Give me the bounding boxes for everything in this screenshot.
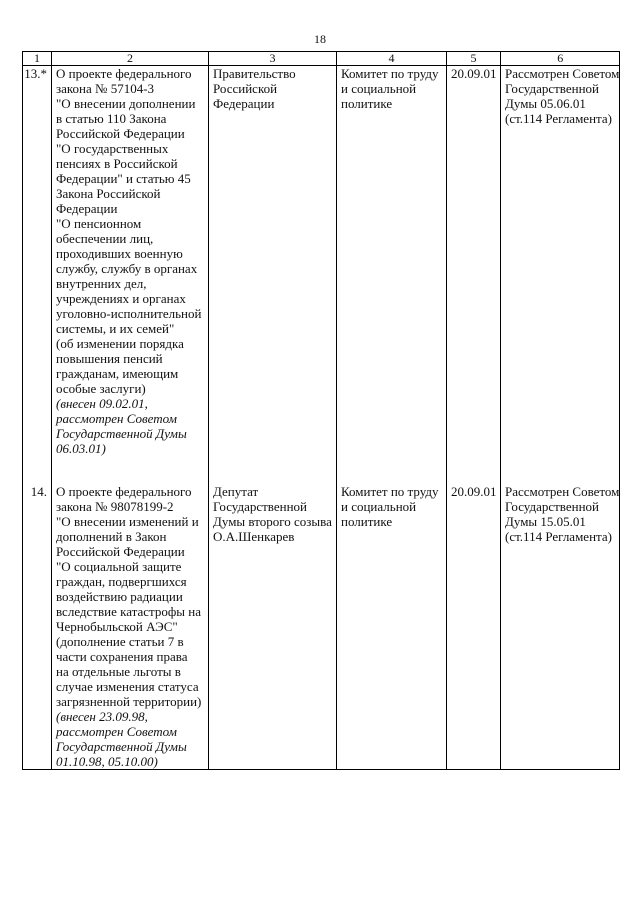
text-line: Государственной (505, 499, 600, 514)
text-line: Депутат (213, 484, 259, 499)
column-number: 4 (337, 52, 447, 66)
responsible-committee (337, 66, 447, 485)
text-line: (об изменении порядка (56, 336, 184, 351)
text-line: закона № 57104-3 (56, 81, 155, 96)
text-line: дополнений в Закон (56, 529, 167, 544)
text-line: Рассмотрен Советом (505, 484, 620, 499)
text-line: на отдельные льготы в (56, 664, 181, 679)
bill-author (209, 484, 337, 770)
text-line: 01.10.98, 05.10.00) (56, 754, 158, 769)
column-number: 5 (447, 52, 501, 66)
text-line: Федерации" и статью 45 (56, 171, 191, 186)
review-status (501, 484, 620, 770)
text-line: рассмотрен Советом (56, 411, 177, 426)
text-line: Государственной Думы (56, 739, 187, 754)
text-line: "О внесении дополнении (56, 96, 196, 111)
text-line: Федерации (56, 201, 118, 216)
text-line: политике (341, 514, 393, 529)
review-status (501, 66, 620, 485)
text-line: вследствие катастрофы на (56, 604, 202, 619)
text-line: (ст.114 Регламента) (505, 111, 612, 126)
document-table (22, 51, 620, 770)
text-line: повышения пенсий (56, 351, 163, 366)
text-line: Федерации (213, 96, 275, 111)
text-line: загрязненной территории) (56, 694, 202, 709)
text-line: части сохранения права (56, 649, 188, 664)
text-line: (внесен 23.09.98, (56, 709, 148, 724)
text-line: проходивших военную (56, 246, 183, 261)
text-line: О проекте федерального (56, 66, 192, 81)
text-line: 06.03.01) (56, 441, 106, 456)
text-line: Российской Федерации (56, 544, 185, 559)
text-line: и социальной (341, 499, 417, 514)
text-line: Чернобыльской АЭС" (56, 619, 178, 634)
table-row (23, 66, 620, 485)
column-number: 3 (209, 52, 337, 66)
page-number: 18 (314, 32, 326, 46)
text-line: Государственной (505, 81, 600, 96)
text-line: О проекте федерального (56, 484, 192, 499)
text-line: Российской Федерации (56, 126, 185, 141)
text-line: Комитет по труду (341, 484, 439, 499)
text-line: гражданам, имеющим (56, 366, 179, 381)
bill-title (52, 66, 209, 485)
text-line: уголовно-исполнительной (56, 306, 202, 321)
text-line: Государственной (213, 499, 308, 514)
text-line: Российской (213, 81, 278, 96)
text-line: службу, службу в органах (56, 261, 198, 276)
text-line: (внесен 09.02.01, (56, 396, 148, 411)
text-line: Закона Российской (56, 186, 161, 201)
text-line: особые заслуги) (56, 381, 146, 396)
text-line: "О внесении изменений и (56, 514, 199, 529)
text-line: Правительство (213, 66, 296, 81)
bill-title (52, 484, 209, 770)
text-line: Думы 05.06.01 (505, 96, 586, 111)
column-number-row (23, 52, 620, 66)
text-line: и социальной (341, 81, 417, 96)
review-date: 20.09.01 (447, 484, 501, 770)
text-line: в статью 110 Закона (56, 111, 167, 126)
bill-author (209, 66, 337, 485)
text-line: политике (341, 96, 393, 111)
text-line: Комитет по труду (341, 66, 439, 81)
column-number: 1 (23, 52, 52, 66)
item-number: 14. (23, 484, 52, 770)
text-line: Государственной Думы (56, 426, 187, 441)
text-line: случае изменения статуса (56, 679, 199, 694)
text-line: закона № 98078199-2 (56, 499, 174, 514)
text-line: "О социальной защите (56, 559, 182, 574)
text-line: О.А.Шенкарев (213, 529, 295, 544)
text-line: пенсиях в Российской (56, 156, 178, 171)
column-number: 6 (501, 52, 620, 66)
item-number: 13.* (23, 66, 52, 485)
text-line: внутренних дел, (56, 276, 147, 291)
text-line: обеспечении лиц, (56, 231, 154, 246)
text-line: учреждениях и органах (56, 291, 186, 306)
text-line: Думы второго созыва (213, 514, 332, 529)
text-line: воздействию радиации (56, 589, 183, 604)
text-line: "О пенсионном (56, 216, 142, 231)
text-line: (ст.114 Регламента) (505, 529, 612, 544)
text-line: Рассмотрен Советом (505, 66, 620, 81)
text-line: "О государственных (56, 141, 169, 156)
review-date: 20.09.01 (447, 66, 501, 485)
responsible-committee (337, 484, 447, 770)
text-line: (дополнение статьи 7 в (56, 634, 184, 649)
column-number: 2 (52, 52, 209, 66)
text-line: рассмотрен Советом (56, 724, 177, 739)
table-row (23, 484, 620, 770)
text-line: граждан, подвергшихся (56, 574, 187, 589)
text-line: Думы 15.05.01 (505, 514, 586, 529)
text-line: системы, и их семей" (56, 321, 175, 336)
